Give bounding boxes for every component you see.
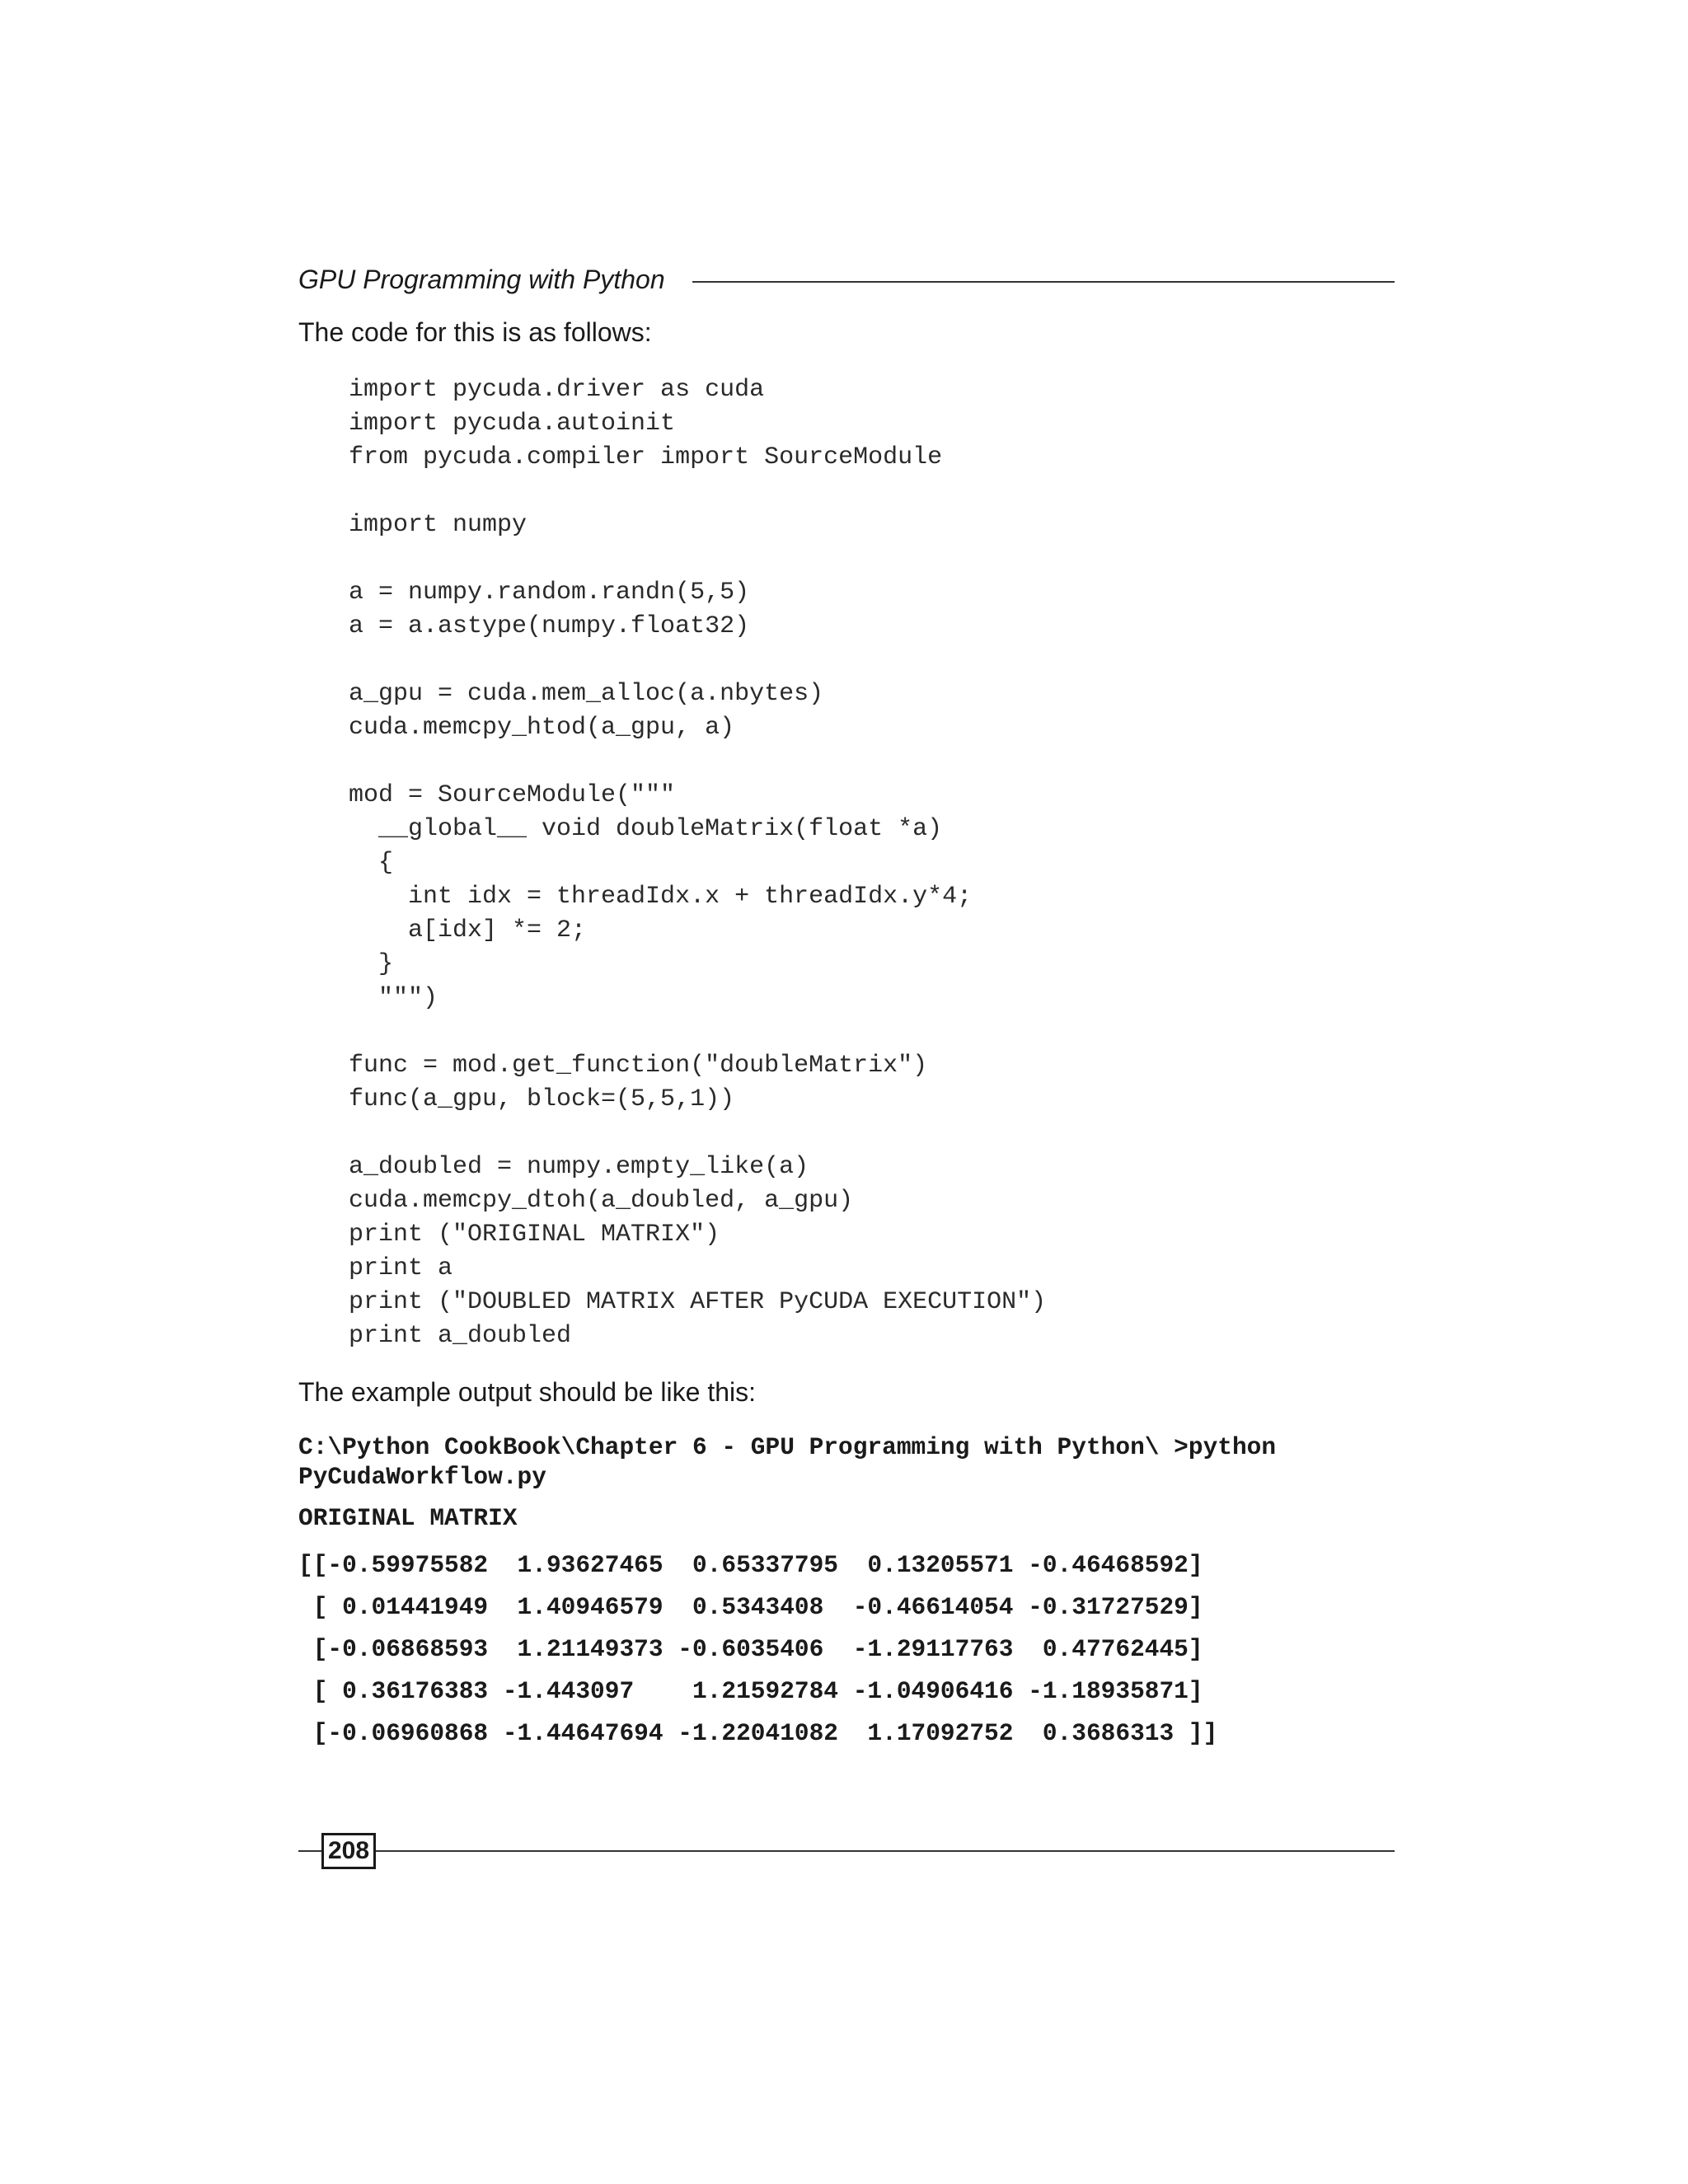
matrix-row: [-0.06868593 1.21149373 -0.6035406 -1.29117763 0.47762445]	[298, 1635, 1203, 1663]
output-spacer	[298, 1533, 1276, 1544]
matrix-label: ORIGINAL MATRIX	[298, 1504, 518, 1532]
code-line: print a_doubled	[349, 1322, 572, 1350]
code-line: import pycuda.autoinit	[349, 410, 676, 438]
code-listing	[349, 373, 1046, 1353]
code-line-blank	[349, 745, 1046, 779]
code-line: import pycuda.driver as cuda	[349, 376, 765, 404]
matrix-row: [-0.06960868 -1.44647694 -1.22041082 1.17092752 0.3686313 ]]	[298, 1719, 1218, 1747]
matrix-row: [[-0.59975582 1.93627465 0.65337795 0.13205571 -0.46468592]	[298, 1551, 1203, 1579]
code-line: {	[349, 849, 394, 877]
running-header-title: GPU Programming with Python	[298, 265, 665, 294]
code-line-blank	[349, 475, 1046, 509]
code-line-blank	[349, 1015, 1046, 1049]
output-intro-paragraph: The example output should be like this:	[298, 1377, 756, 1407]
code-line-blank	[349, 542, 1046, 576]
code-line: a_doubled = numpy.empty_like(a)	[349, 1153, 809, 1181]
code-line: }	[349, 950, 394, 978]
page-number: 208	[321, 1833, 376, 1869]
code-line-blank	[349, 1117, 1046, 1151]
command-line-continuation: PyCudaWorkflow.py	[298, 1463, 546, 1491]
code-line: import numpy	[349, 511, 528, 539]
code-line: print ("DOUBLED MATRIX AFTER PyCUDA EXECUTION")	[349, 1288, 1047, 1316]
code-line: func = mod.get_function("doubleMatrix")	[349, 1052, 928, 1080]
code-intro-paragraph: The code for this is as follows:	[298, 317, 652, 347]
running-header	[298, 260, 1395, 298]
code-line-blank	[349, 644, 1046, 677]
code-line: a = a.astype(numpy.float32)	[349, 612, 750, 640]
code-line: func(a_gpu, block=(5,5,1))	[349, 1085, 735, 1113]
code-line: from pycuda.compiler import SourceModule	[349, 443, 943, 471]
footer-rule	[298, 1850, 1395, 1852]
matrix-row: [ 0.36176383 -1.443097 1.21592784 -1.04906416 -1.18935871]	[298, 1677, 1203, 1705]
console-output	[298, 1432, 1276, 1755]
code-line: int idx = threadIdx.x + threadIdx.y*4;	[349, 883, 973, 911]
header-rule	[692, 281, 1395, 283]
code-line: mod = SourceModule("""	[349, 781, 676, 809]
code-line: print a	[349, 1254, 453, 1282]
page-footer	[298, 1833, 1395, 1871]
matrix-row: [ 0.01441949 1.40946579 0.5343408 -0.46614054 -0.31727529]	[298, 1593, 1203, 1621]
code-line: a_gpu = cuda.mem_alloc(a.nbytes)	[349, 680, 824, 708]
code-line: a[idx] *= 2;	[349, 916, 587, 944]
code-line: """)	[349, 984, 438, 1012]
code-line: cuda.memcpy_htod(a_gpu, a)	[349, 714, 735, 742]
command-line: C:\Python CookBook\Chapter 6 - GPU Programming with Python\ >python	[298, 1433, 1277, 1461]
code-line: print ("ORIGINAL MATRIX")	[349, 1221, 720, 1249]
code-line: cuda.memcpy_dtoh(a_doubled, a_gpu)	[349, 1187, 854, 1215]
code-line: a = numpy.random.randn(5,5)	[349, 579, 750, 607]
code-line: __global__ void doubleMatrix(float *a)	[349, 815, 943, 843]
output-spacer	[298, 1492, 1276, 1503]
